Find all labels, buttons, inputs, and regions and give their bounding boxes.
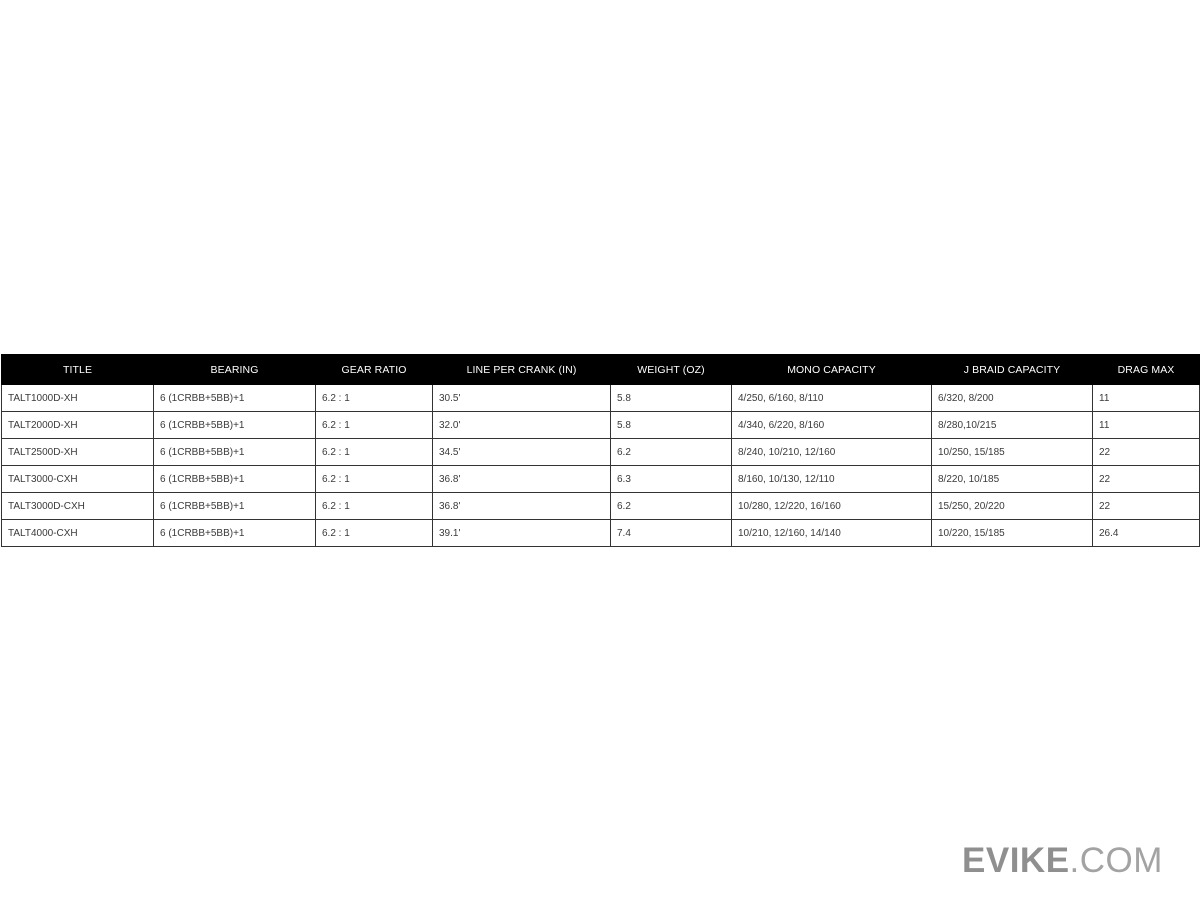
header-drag-max: DRAG MAX (1093, 355, 1200, 385)
cell-mono-capacity: 4/340, 6/220, 8/160 (732, 412, 932, 439)
table-header (2, 355, 1200, 385)
cell-title: TALT1000D-XH (2, 385, 154, 412)
cell-title: TALT2000D-XH (2, 412, 154, 439)
cell-bearing: 6 (1CRBB+5BB)+1 (154, 493, 316, 520)
cell-j-braid-capacity: 15/250, 20/220 (932, 493, 1093, 520)
cell-bearing: 6 (1CRBB+5BB)+1 (154, 385, 316, 412)
header-weight: WEIGHT (OZ) (611, 355, 732, 385)
cell-mono-capacity: 4/250, 6/160, 8/110 (732, 385, 932, 412)
table-row (2, 385, 1200, 412)
cell-gear-ratio: 6.2 : 1 (316, 493, 433, 520)
cell-line-per-crank: 32.0' (433, 412, 611, 439)
cell-gear-ratio: 6.2 : 1 (316, 412, 433, 439)
watermark-brand: EVIKE (962, 841, 1070, 880)
cell-line-per-crank: 34.5' (433, 439, 611, 466)
cell-bearing: 6 (1CRBB+5BB)+1 (154, 520, 316, 547)
evike-watermark (962, 843, 1163, 878)
cell-line-per-crank: 30.5' (433, 385, 611, 412)
cell-title: TALT4000-CXH (2, 520, 154, 547)
cell-mono-capacity: 10/280, 12/220, 16/160 (732, 493, 932, 520)
cell-drag-max: 11 (1093, 385, 1200, 412)
cell-gear-ratio: 6.2 : 1 (316, 520, 433, 547)
header-title: TITLE (2, 355, 154, 385)
cell-drag-max: 11 (1093, 412, 1200, 439)
cell-title: TALT2500D-XH (2, 439, 154, 466)
cell-drag-max: 22 (1093, 466, 1200, 493)
cell-weight: 6.3 (611, 466, 732, 493)
table-row (2, 520, 1200, 547)
cell-j-braid-capacity: 8/280,10/215 (932, 412, 1093, 439)
cell-weight: 5.8 (611, 385, 732, 412)
header-bearing: BEARING (154, 355, 316, 385)
table-row (2, 412, 1200, 439)
watermark-tld: .COM (1069, 841, 1163, 880)
cell-weight: 7.4 (611, 520, 732, 547)
header-j-braid-capacity: J BRAID CAPACITY (932, 355, 1093, 385)
cell-mono-capacity: 8/240, 10/210, 12/160 (732, 439, 932, 466)
cell-j-braid-capacity: 8/220, 10/185 (932, 466, 1093, 493)
table-row (2, 466, 1200, 493)
cell-mono-capacity: 8/160, 10/130, 12/110 (732, 466, 932, 493)
table-body (2, 385, 1200, 547)
cell-mono-capacity: 10/210, 12/160, 14/140 (732, 520, 932, 547)
cell-gear-ratio: 6.2 : 1 (316, 385, 433, 412)
cell-bearing: 6 (1CRBB+5BB)+1 (154, 439, 316, 466)
cell-title: TALT3000D-CXH (2, 493, 154, 520)
cell-drag-max: 22 (1093, 439, 1200, 466)
cell-weight: 5.8 (611, 412, 732, 439)
cell-drag-max: 22 (1093, 493, 1200, 520)
spec-table (1, 354, 1200, 547)
table-row (2, 439, 1200, 466)
cell-title: TALT3000-CXH (2, 466, 154, 493)
header-gear-ratio: GEAR RATIO (316, 355, 433, 385)
cell-line-per-crank: 36.8' (433, 466, 611, 493)
cell-j-braid-capacity: 10/220, 15/185 (932, 520, 1093, 547)
header-line-per-crank: LINE PER CRANK (IN) (433, 355, 611, 385)
cell-line-per-crank: 36.8' (433, 493, 611, 520)
cell-drag-max: 26.4 (1093, 520, 1200, 547)
table-row (2, 493, 1200, 520)
cell-bearing: 6 (1CRBB+5BB)+1 (154, 412, 316, 439)
cell-j-braid-capacity: 10/250, 15/185 (932, 439, 1093, 466)
cell-gear-ratio: 6.2 : 1 (316, 466, 433, 493)
cell-weight: 6.2 (611, 493, 732, 520)
cell-j-braid-capacity: 6/320, 8/200 (932, 385, 1093, 412)
cell-gear-ratio: 6.2 : 1 (316, 439, 433, 466)
header-row (2, 355, 1200, 385)
cell-bearing: 6 (1CRBB+5BB)+1 (154, 466, 316, 493)
header-mono-capacity: MONO CAPACITY (732, 355, 932, 385)
cell-weight: 6.2 (611, 439, 732, 466)
cell-line-per-crank: 39.1' (433, 520, 611, 547)
